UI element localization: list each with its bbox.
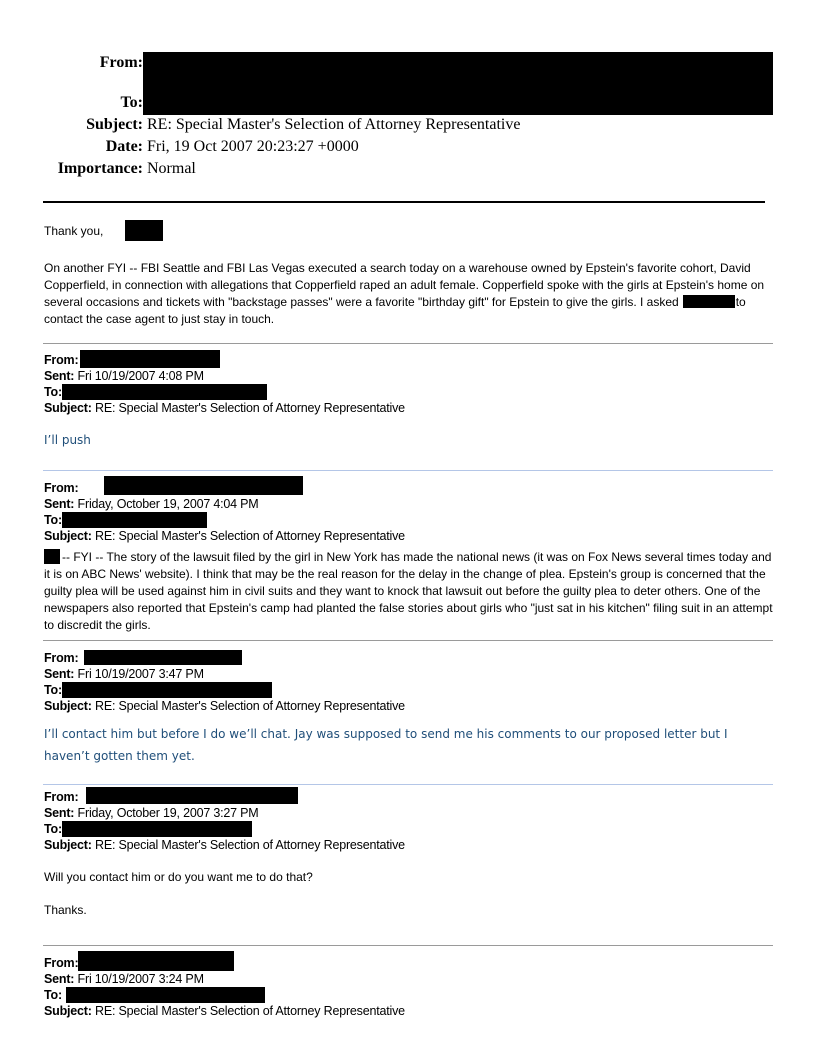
subject-label: Subject: <box>44 699 92 713</box>
subject-label: Subject: <box>44 401 92 415</box>
to-label: To: <box>44 385 62 399</box>
from-label: From: <box>44 956 79 970</box>
paragraph-text: On another FYI -- FBI Seattle and FBI Las Vegas executed a search today on a warehouse owned by Epstein's favorite cohort, David Copperfield, in connection with allegations that Copperfield raped an adult female. Copperfield spoke with the girls at Epstein's home on several occasions and tickets with "backstage passes" were a favorite "birthday gift" for Epstein to give the girls. I asked <box>44 261 765 309</box>
top-message-paragraph <box>44 260 774 328</box>
message-body: I’ll push <box>44 433 91 447</box>
subject-label: Subject: <box>44 529 92 543</box>
redaction-box <box>62 682 272 698</box>
from-label: From: <box>99 54 143 71</box>
redaction-box <box>78 951 234 971</box>
message-divider <box>43 784 773 785</box>
sent-value: Fri 10/19/2007 4:08 PM <box>77 369 204 383</box>
to-label: To: <box>44 513 62 527</box>
sent-value: Fri 10/19/2007 3:24 PM <box>77 972 204 986</box>
message-divider <box>43 640 773 641</box>
subject-label: Subject: <box>86 116 143 133</box>
from-label: From: <box>44 651 79 665</box>
message-body: Will you contact him or do you want me to do that? <box>44 870 313 884</box>
redaction-box <box>143 52 773 115</box>
message-signoff: Thanks. <box>44 903 87 917</box>
message-divider <box>43 945 773 946</box>
header-divider <box>43 201 765 203</box>
to-label: To: <box>120 94 143 111</box>
subject-label: Subject: <box>44 838 92 852</box>
importance-value: Normal <box>147 160 196 177</box>
date-value: Fri, 19 Oct 2007 20:23:27 +0000 <box>147 138 359 155</box>
to-label: To: <box>44 988 62 1002</box>
sent-value: Fri 10/19/2007 3:47 PM <box>77 667 204 681</box>
redaction-box <box>84 650 242 665</box>
message-divider <box>43 343 773 344</box>
message-body <box>44 549 774 634</box>
redaction-box <box>62 512 207 528</box>
subject-value: RE: Special Master's Selection of Attorney Representative <box>95 838 405 852</box>
importance-label: Importance: <box>57 160 143 177</box>
to-label: To: <box>44 683 62 697</box>
subject-value: RE: Special Master's Selection of Attorney Representative <box>95 1004 405 1018</box>
redaction-box <box>683 295 735 308</box>
sent-label: Sent: <box>44 667 75 681</box>
redaction-box <box>104 476 303 495</box>
redaction-box <box>80 350 220 368</box>
sent-label: Sent: <box>44 369 75 383</box>
from-label: From: <box>44 790 79 804</box>
redaction-box <box>86 787 298 804</box>
redaction-box <box>62 821 252 837</box>
subject-value: RE: Special Master's Selection of Attorney Representative <box>95 699 405 713</box>
paragraph-text: to contact the case agent to just stay in touch. <box>44 295 746 326</box>
redaction-box <box>125 220 163 241</box>
paragraph-text: -- FYI -- The story of the lawsuit filed by the girl in New York has made the national news (it was on Fox News several times today and it is on ABC News' website). I think that may be the real reason for the delay in the change of plea. Epstein's group is concerned that the guilty plea will be used against him in civil suits and they want to knock that lawsuit out before the guilty plea to deter others. One of the newspapers also reported that Epstein's camp had planted the false stories about girls who "just sat in his kitchen" filing suit in an attempt to discredit the girls. <box>44 550 773 632</box>
subject-value: RE: Special Master's Selection of Attorney Representative <box>95 529 405 543</box>
sent-label: Sent: <box>44 497 75 511</box>
sent-value: Friday, October 19, 2007 3:27 PM <box>77 806 259 820</box>
sent-label: Sent: <box>44 972 75 986</box>
redaction-box <box>44 549 60 564</box>
message-divider <box>43 470 773 471</box>
redaction-box <box>66 987 265 1003</box>
from-label: From: <box>44 481 79 495</box>
sent-label: Sent: <box>44 806 75 820</box>
sent-value: Friday, October 19, 2007 4:04 PM <box>77 497 259 511</box>
subject-value: RE: Special Master's Selection of Attorney Representative <box>95 401 405 415</box>
subject-value: RE: Special Master's Selection of Attorney Representative <box>147 116 521 133</box>
subject-label: Subject: <box>44 1004 92 1018</box>
redaction-box <box>62 384 267 400</box>
to-label: To: <box>44 822 62 836</box>
greeting: Thank you, <box>44 224 104 238</box>
message-body: I’ll contact him but before I do we’ll chat. Jay was supposed to send me his comments to our proposed letter but I haven’t gotten them yet. <box>44 727 728 763</box>
date-label: Date: <box>105 138 143 155</box>
from-label: From: <box>44 353 79 367</box>
